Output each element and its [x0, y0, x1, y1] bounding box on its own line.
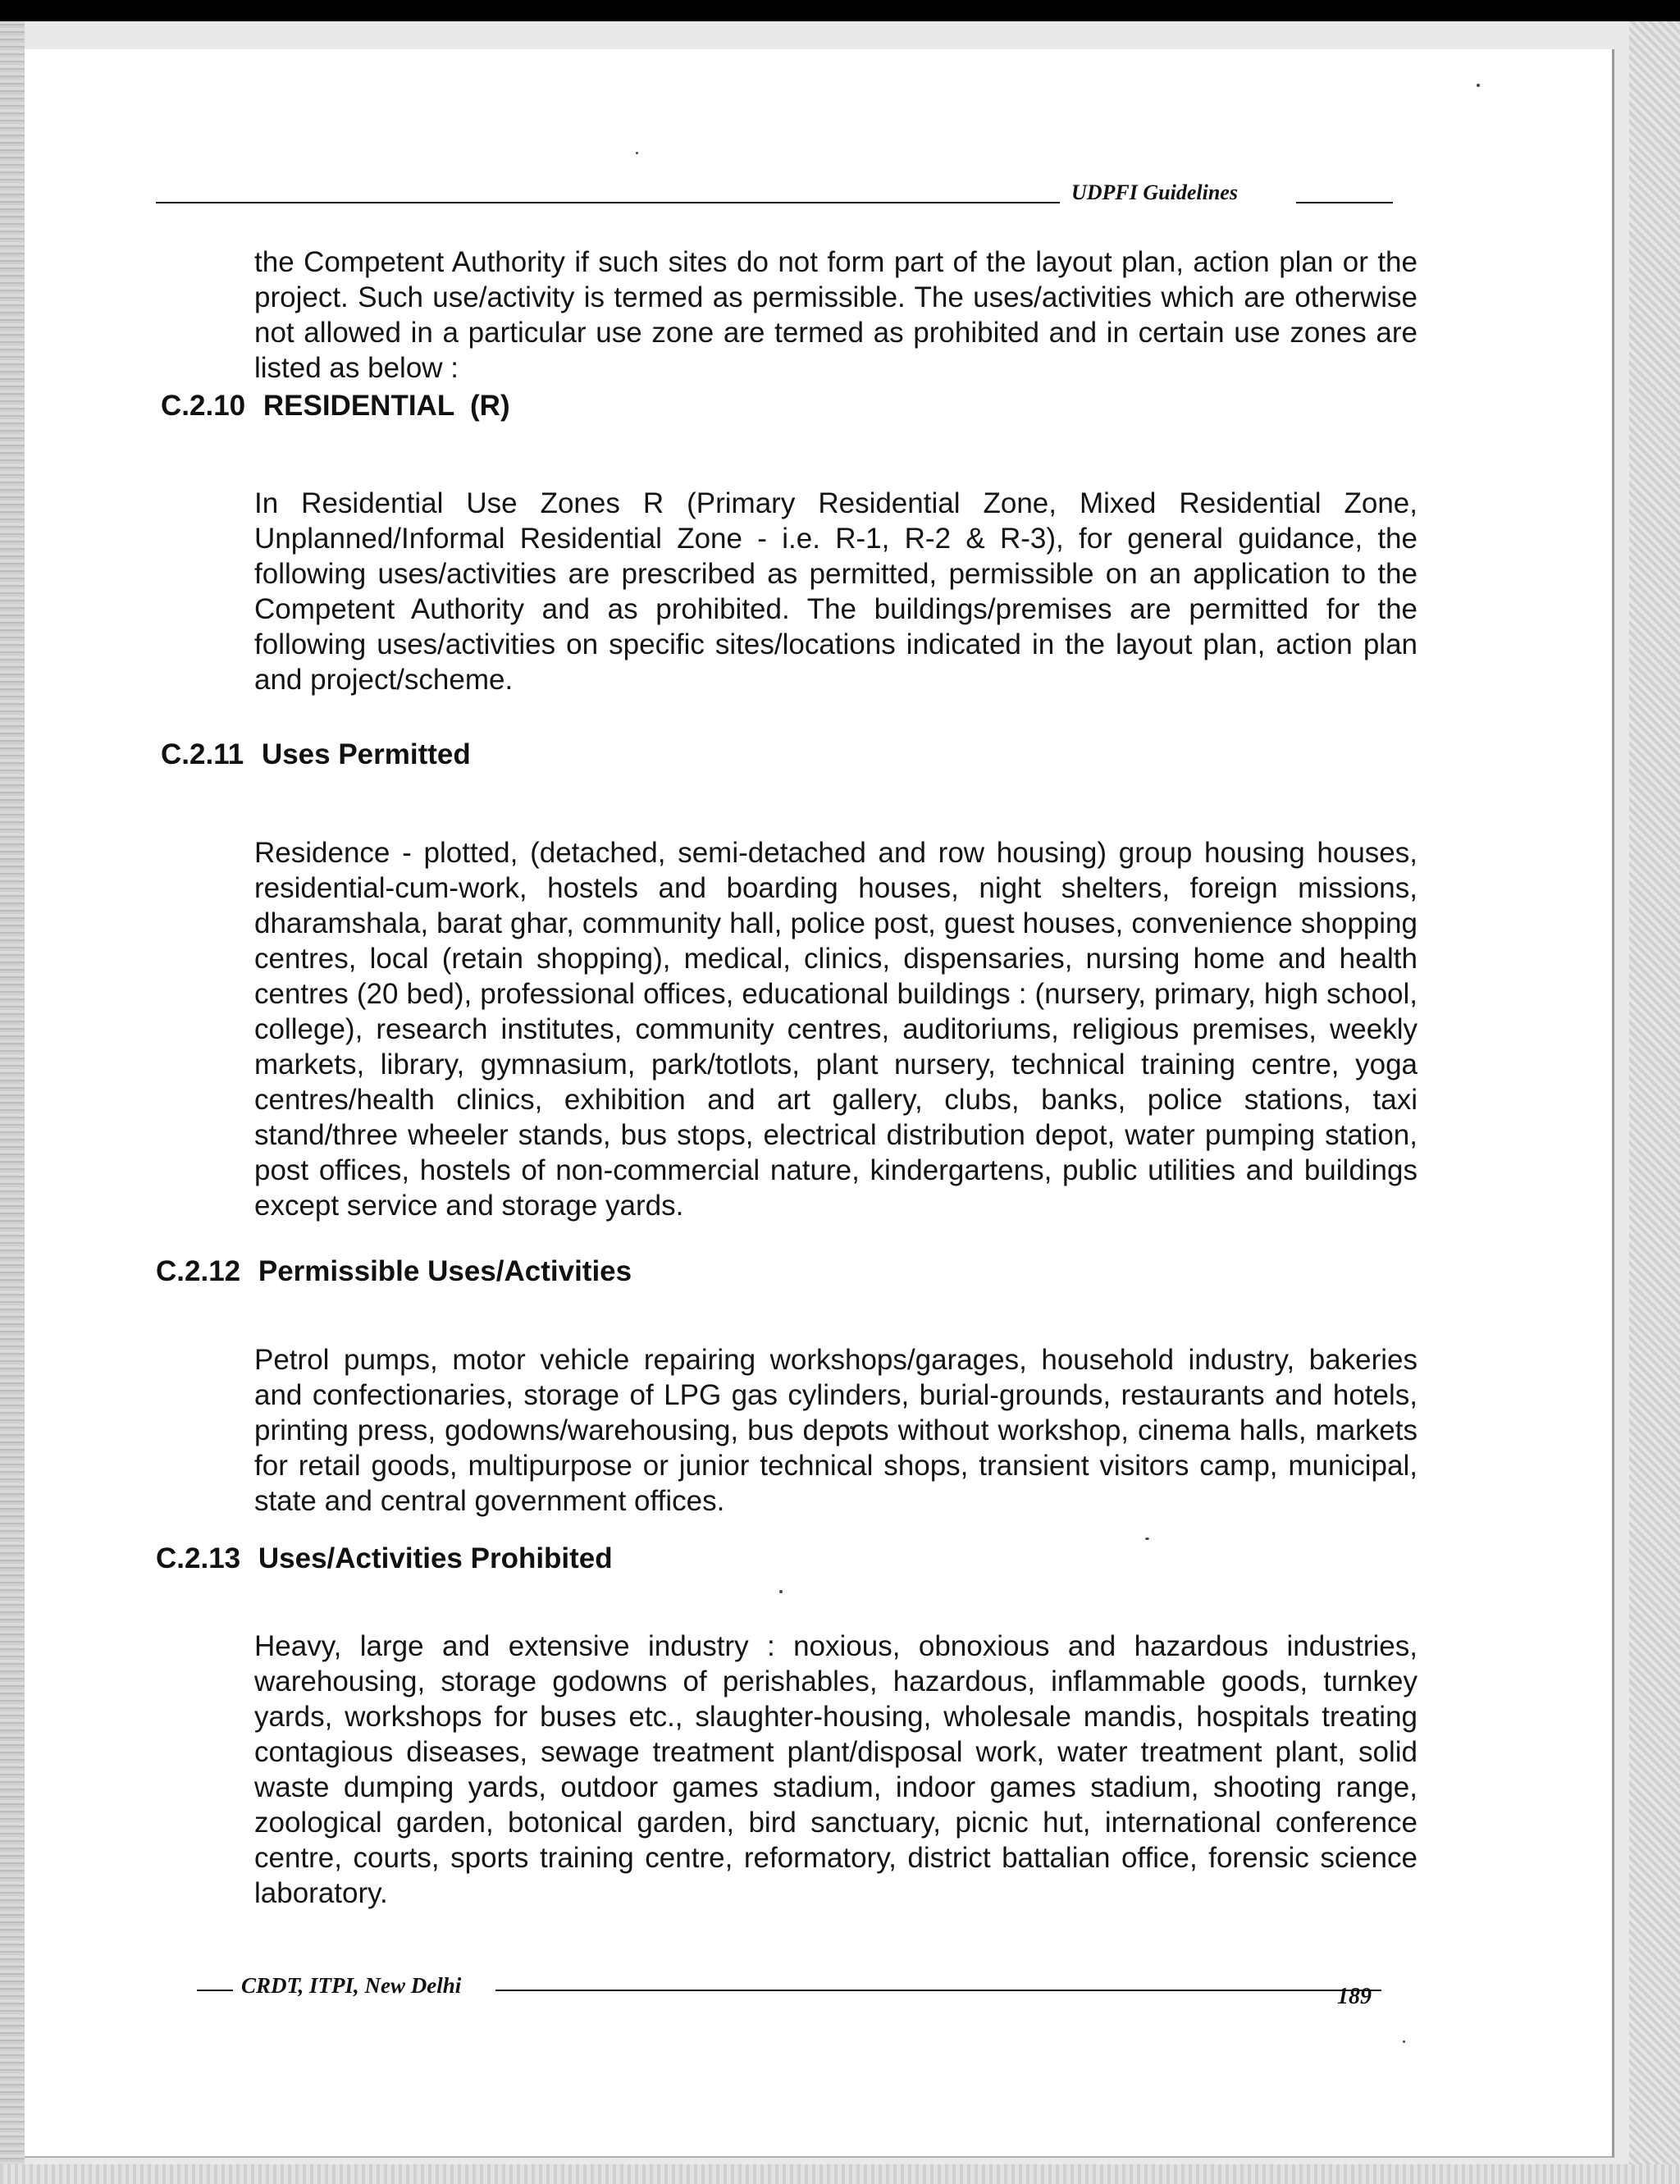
section-number: C.2.11: [161, 738, 244, 770]
section-heading-prohibited-uses: [156, 1542, 613, 1575]
scan-speck: [1145, 1537, 1149, 1540]
scan-speck: [1477, 84, 1480, 87]
footer-rule-start: [197, 1990, 233, 1991]
section-number: C.2.10: [161, 390, 246, 422]
section-number: C.2.13: [156, 1542, 241, 1574]
section-title: Uses/Activities Prohibited: [258, 1542, 613, 1574]
section-heading-residential: [161, 390, 510, 423]
scan-speck: [1403, 2040, 1405, 2043]
header-rule-end: [1296, 202, 1393, 203]
section-paragraph-uses-permitted: Residence - plotted, (detached, semi-detached and row housing) group housing houses, residential-cum-work, hostels and boarding houses, night shelters, foreign missions, dharamshala, barat ghar, community hall, police post, guest houses, convenience shopping centres, local (retain shopping), medical, clinics, dispensaries, nursing home and health centres (20 bed), professional offices, educational buildings : (nursery, primary, high school, college), research institutes, community centres, auditoriums, religious premises, weekly markets, library, gymnasium, park/totlots, plant nursery, technical training centre, yoga centres/health clinics, exhibition and art gallery, clubs, banks, police stations, taxi stand/three wheeler stands, bus stops, electrical distribution depot, water pumping station, post offices, hostels of non-commercial nature, kindergartens, public utilities and buildings except service and storage yards.: [254, 837, 1418, 1222]
section-heading-permissible-uses: [156, 1255, 632, 1288]
section-paragraph-residential: In Residential Use Zones R (Primary Residential Zone, Mixed Residential Zone, Unplanned/Informal Residential Zone - i.e. R-1, R-2 & R-3), for general guidance, the following uses/activities are prescribed as permitted, permissible on an application to the Competent Authority and as prohibited. The buildings/premises are permitted for the following uses/activities on specific sites/locations indicated in the layout plan, action plan and project/scheme.: [254, 487, 1418, 696]
scan-top-border: [0, 0, 1680, 21]
footer-rule: [495, 1990, 1381, 1991]
running-header: [156, 180, 1421, 210]
section-title: Permissible Uses/Activities: [258, 1255, 632, 1287]
section-heading-uses-permitted: [161, 738, 471, 771]
running-footer: [197, 1973, 1427, 2006]
scan-bottom-margin: [0, 2164, 1680, 2184]
scan-left-margin: [0, 21, 25, 2184]
section-paragraph-prohibited-uses: Heavy, large and extensive industry : noxious, obnoxious and hazardous industries, warehousing, storage godowns of perishables, hazardous, inflammable goods, turnkey yards, workshops for buses etc., slaughter-housing, wholesale mandis, hospitals treating contagious diseases, sewage treatment plant/disposal work, water treatment plant, solid waste dumping yards, outdoor games stadium, indoor games stadium, shooting range, zoological garden, botonical garden, bird sanctuary, picnic hut, international conference centre, courts, sports training centre, reformatory, district battalian office, forensic science laboratory.: [254, 1630, 1418, 1909]
section-paragraph-permissible-uses: Petrol pumps, motor vehicle repairing workshops/garages, household industry, bakeries and confectionaries, storage of LPG gas cylinders, burial-grounds, restaurants and hotels, printing press, godowns/warehousing, bus depots without workshop, cinema halls, markets for retail goods, multipurpose or junior technical shops, transient visitors camp, municipal, state and central government offices.: [254, 1344, 1418, 1517]
scan-speck: [779, 1590, 783, 1593]
footer-title: CRDT, ITPI, New Delhi: [241, 1973, 462, 1998]
section-title: RESIDENTIAL (R): [262, 390, 510, 422]
section-title: Uses Permitted: [261, 738, 471, 770]
intro-paragraph: the Competent Authority if such sites do not form part of the layout plan, action plan or the project. Such use/activity is termed as permissible. The uses/activities which are otherwise not allowed in a particular use zone are termed as prohibited and in certain use zones are listed as below :: [254, 246, 1418, 384]
header-rule: [156, 202, 1060, 203]
header-title: UDPFI Guidelines: [1071, 180, 1238, 204]
scan-right-margin: [1629, 21, 1680, 2184]
page-number: 189: [1337, 1984, 1372, 2009]
section-number: C.2.12: [156, 1255, 241, 1287]
scan-speck: [636, 152, 638, 154]
